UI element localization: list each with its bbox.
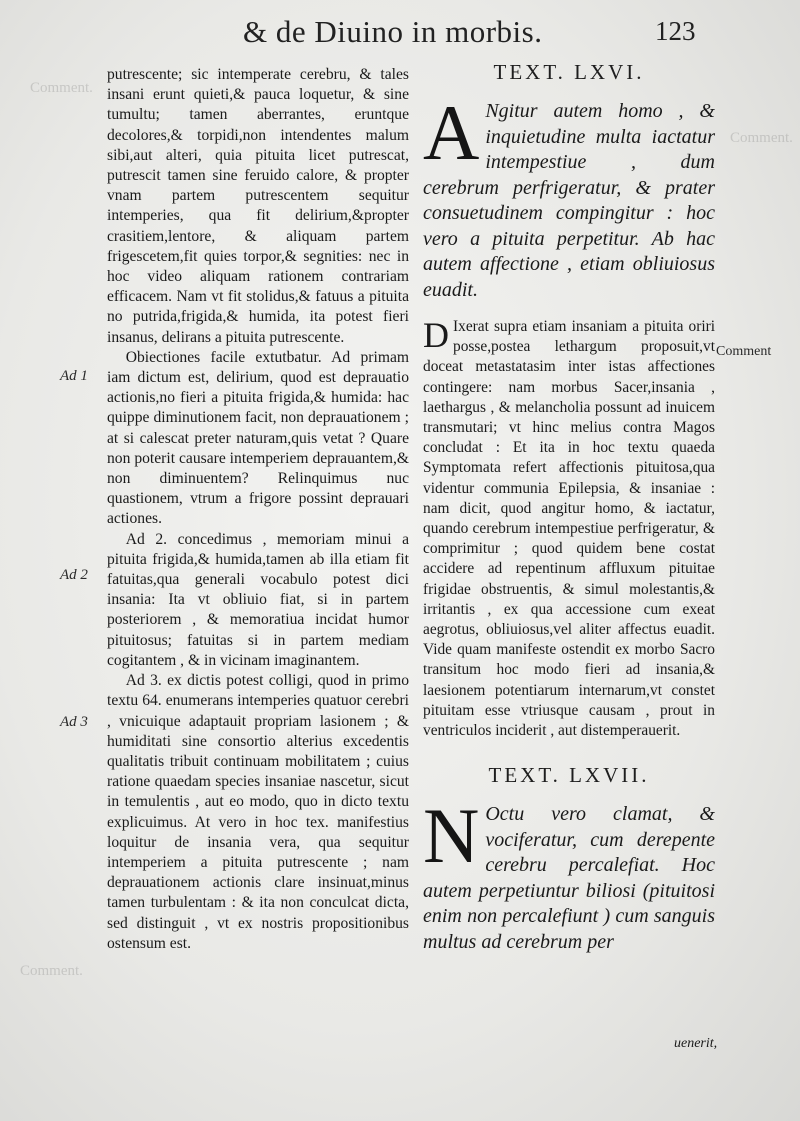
page-number: 123	[655, 16, 696, 46]
margin-note-ad-3: Ad 3	[60, 714, 88, 730]
left-paragraph-2: Obiectiones facile extutbatur. Ad primam iam dictum est, delirium, quod est deprauatio actionis,no fieri a pituita frigida,& humida: hac quippe diminutionem facit, non deprauationem ; at si calescat preter naturam,quis vetat ? Quare non poterit causare intemperiem deprauantem,& non diminuentem? Relinquimus nuc quastionem, vtrum a frigore possint deprauari actiones.	[107, 348, 409, 528]
commentary-66-dropcap: D	[423, 315, 449, 355]
left-paragraph-4: Ad 3. ex dictis potest colligi, quod in primo textu 64. enumerans intemperies quatuor cerebri , vnicuique adaptauit propriam lasionem ; & humiditati sine consortio alterius excedentis qualitatis tribuit continuam mobilitatem ; cuius ratione quaedam species insaniae nascetur, sicut in temulentis , aut eo modo, quo in dicto textu explicuimus. At vero in hoc tex. manifestius loquitur de insania vera, qua sequitur intemperiem a pituita putrescente ; nam deprauationem actionis clare insinuat,minus tamen turbulentam : & ita non conculcat dicta, sed distinguit , vt ex nostris propositionibus ostensum est.	[107, 672, 409, 952]
text-67-heading: TEXT. LXVII.	[488, 763, 650, 788]
left-paragraph-3: Ad 2. concedimus , memoriam minui a pituita frigida,& humida,tamen ab illa etiam fit fatuitas,qua generali vocabulo potest dici insania: Ita vt obliuio fiat, si in partem posteriorem , & memoratiua incidat humor pituitosus; fatuitas si in partem mediam cogitantem , & in vicinam imaginantem.	[107, 530, 409, 669]
left-column	[107, 65, 409, 954]
show-through-left-bottom: Comment.	[20, 963, 83, 979]
commentary-66	[423, 317, 715, 741]
left-paragraph-1: putrescente; sic intemperate cerebru, & tales insani erunt quieti,& pauca loquetur, & sine tumultu; tamen aberrantes, eruntque decolores,& torpidi,non intendentes malum sibi,aut alteri, quia pituita licet putrescat, putrescit tamen sine feruido calore, & propter vnam partem putrescentem sequitur intemperies, qua fit delirium,&propter crasitiem,lentore, & aliquam partem frigescetem,fit quies torpor,& segnities: nec in hoc video aliquam rationem contrariam efficacem. Nam vt fit stolidus,& fatuus a pituita no putrida,frigida,& humida, ita potest fieri insanus, delirans a pituita putrescente.	[107, 66, 409, 346]
margin-note-comment: Comment	[716, 344, 772, 359]
show-through-right: Comment.	[730, 130, 793, 146]
text-66-heading: TEXT. LXVI.	[493, 60, 645, 84]
text-67-dropcap: N	[423, 792, 480, 880]
text-67-text: Octu vero clamat, & vociferatur, cum derepente cerebru percalefiat. Hoc autem perpetiuntur biliosi (pituitosi enim non percalefiunt ) cum sanguis multus ad cerebrum per	[423, 803, 715, 953]
text-66-dropcap: A	[423, 89, 480, 176]
right-column	[423, 60, 715, 955]
text-67-body	[423, 792, 715, 955]
text-66-body	[423, 89, 715, 303]
text-66-text: Ngitur autem homo , & inquietudine multa iactatur intempestiue , dum cerebrum perfrigeratur, & prater consuetudinem compingitur : hoc vero a pituita perpetitur. Ab hac autem affectione , etiam obliuiosus euadit.	[423, 100, 715, 301]
running-title: & de Diuino in morbis.	[243, 14, 543, 49]
margin-note-ad-1: Ad 1	[60, 368, 88, 384]
catchword: uenerit,	[674, 1036, 718, 1051]
margin-note-ad-2: Ad 2	[60, 567, 88, 583]
show-through-left: Comment.	[30, 80, 93, 96]
commentary-66-text: Ixerat supra etiam insaniam a pituita oriri posse,postea lethargum proposuit,vt doceat metastatasim inter istas affectiones contingere: nam morbus Sacer,insania , laethargus , & melancholia possunt ad inuicem transmutari; vt hinc melius contra Magos concludat : Et ita in hoc textu quaeda Symptomata refert affectionis pituitosa,qua videntur communia Epilepsia, & insaniae : nam dicit, quod angitur homo, & iactatur, quando cerebrum intempestiue perfrigeratur, & comprimitur ; quod quidem bene costat accidere ad repentinum affluxum pituitae frigidae obstruentis, & simul molestantis,& irritantis , ex qua accessione cum exeat aegrotus, obliuiosus,vel aliter affectus euadit. Vide quam manifeste ostendit ex morbo Sacro transitum hoc modo fieri ad insania,& laesionem potentiarum internarum,vt constet pituitam esse vtriusque causam , prout in ventriculos inciderit , aut distemperauerit.	[423, 318, 715, 740]
